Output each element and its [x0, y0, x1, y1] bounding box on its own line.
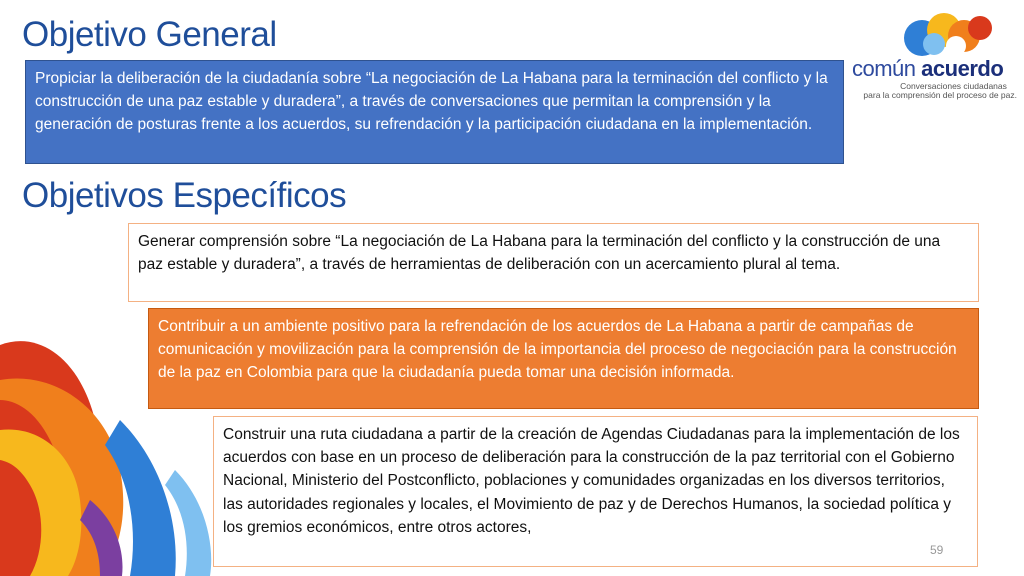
page-number: 59 [930, 543, 944, 557]
ribbon-blue [105, 420, 176, 576]
logo-tagline-1: Conversaciones ciudadanas [900, 81, 1007, 91]
general-objective-box: Propiciar la deliberación de la ciudadanía sobre “La negociación de La Habana para la terminación del conflicto y la construcción de una paz estable y duradera”, a través de conversaciones que permitan la comprensión y la generación de posturas frente a los acuerdos, su refrendación y la participación ciudadana en la implementación. [25, 60, 844, 164]
specific-objective-1: Generar comprensión sobre “La negociación de La Habana para la terminación del conflicto y la construcción de una paz estable y duradera”, a través de herramientas de deliberación con un acercamiento plural al tema. [128, 223, 979, 302]
logo-word-comun: común [852, 56, 916, 81]
logo-tagline-2: para la comprensión del proceso de paz. [863, 90, 1017, 100]
colorful-swirl-logo-icon [852, 8, 1017, 60]
page-title: Objetivo General [22, 15, 277, 54]
logo-word-acuerdo: acuerdo [921, 56, 1004, 81]
ribbon-lightblue [165, 470, 211, 576]
logo-wordmark [852, 58, 1017, 80]
comun-acuerdo-logo [852, 8, 1017, 100]
specific-objectives-title: Objetivos Específicos [22, 176, 347, 215]
ribbon-orange [0, 378, 123, 576]
specific-objective-3: Construir una ruta ciudadana a partir de la creación de Agendas Ciudadanas para la implementación de los acuerdos con base en un proceso de deliberación para la construcción de la paz territorial con el Gobierno Nacional, Ministerio del Postconflicto, poblaciones y comunidades organizadas en los diversos territorios, las autoridades regionales y locales, el Movimiento de paz y de Derechos Humanos, la sociedad política y los gremios económicos, entre otros actores, [213, 416, 978, 567]
ribbon-yellow [0, 429, 81, 576]
ribbon-purple [80, 500, 123, 576]
ribbon-red [0, 341, 102, 576]
specific-objective-2: Contribuir a un ambiente positivo para la refrendación de los acuerdos de La Habana a partir de campañas de comunicación y movilización para la comprensión de la importancia del proceso de negociación para la construcción de la paz en Colombia para que la ciudadanía pueda tomar una decisión informada. [148, 308, 979, 409]
